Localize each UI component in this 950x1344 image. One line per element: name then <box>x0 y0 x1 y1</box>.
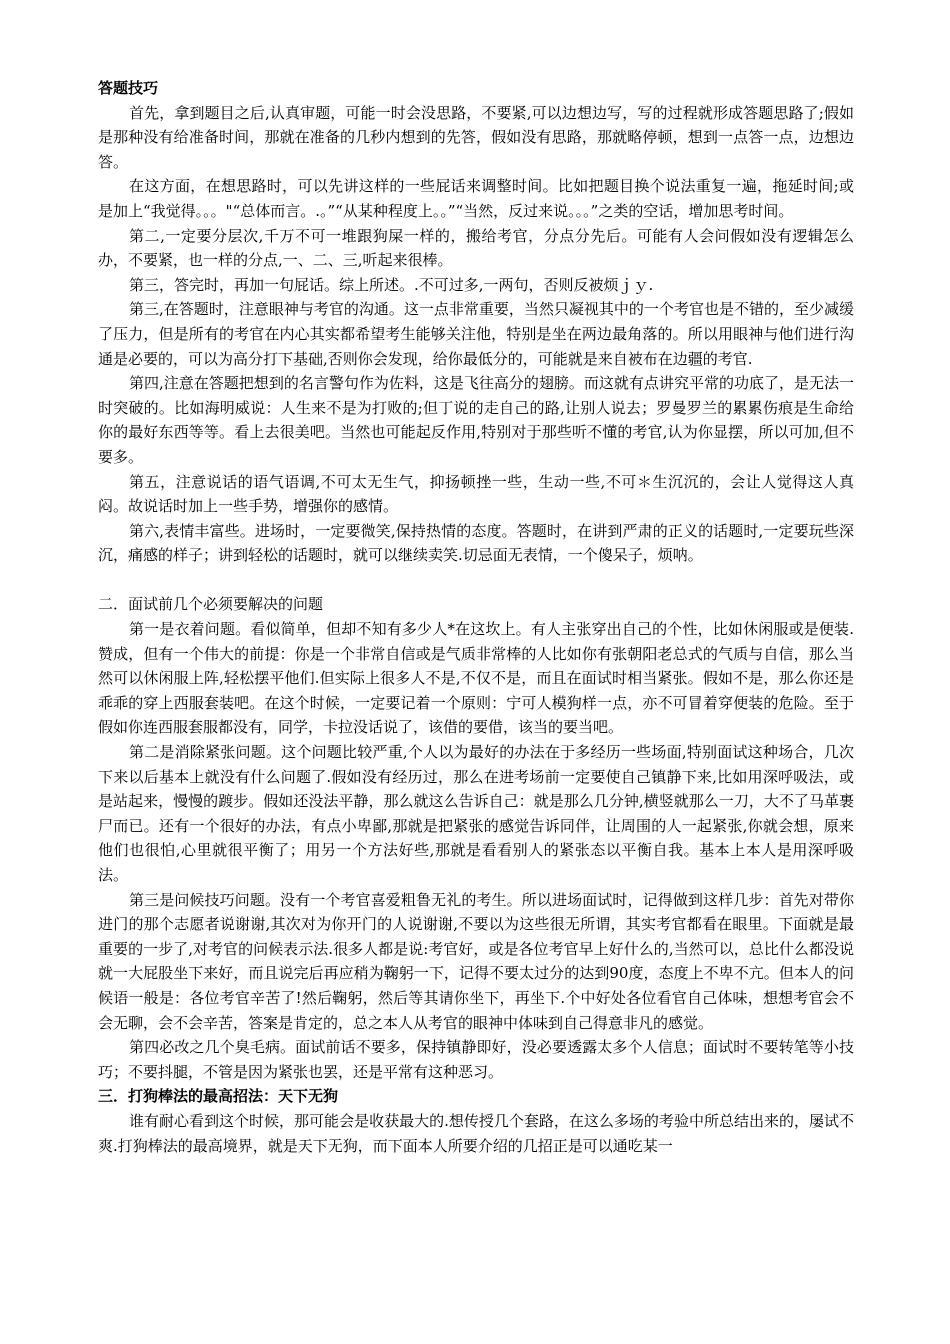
paragraph: 第五，注意说话的语气语调,不可太无生气，抑扬顿挫一些，生动一些,不可＊生沉沉的，会让人觉得这人真闷。故说话时加上一些手势，增强你的感情。 <box>98 472 854 516</box>
paragraph: 首先，拿到题目之后,认真审题，可能一时会没思路，不要紧,可以边想边写，写的过程就形成答题思路了;假如是那种没有给准备时间，那就在准备的几秒内想到的先答，假如没有思路，那就略停顿，想到一点答一点，边想边答。 <box>98 103 854 171</box>
paragraph: 第四,注意在答题把想到的名言警句作为佐料，这是飞往高分的翅膀。而这就有点讲究平常的功底了，是无法一时突破的。比如海明威说：人生来不是为打败的;但丁说的走自己的路,让别人说去；罗曼罗兰的累累伤痕是生命给你的最好东西等等。看上去很美吧。当然也可能起反作用,特别对于那些听不懂的考官,认为你显摆，所以可加,但不要多。 <box>98 374 854 466</box>
paragraph: 第二是消除紧张问题。这个问题比较严重,个人以为最好的办法在于多经历一些场面,特别面试这种场合，几次下来以后基本上就没有什么问题了.假如没有经历过，那么在进考场前一定要使自己镇静下来,比如用深呼吸法，或是站起来，慢慢的踱步。假如还没法平静，那么就这么告诉自己：就是那么几分钟,横竖就那么一刀，大不了马革裹尸而已。还有一个很好的办法，有点小卑鄙,那就是把紧张的感觉告诉同伴，让周围的人一起紧张,你就会想，原来他们也很怕,心里就很平衡了；用另一个方法好些,那就是看看别人的紧张态以平衡自我。基本上本人是用深呼吸法。 <box>98 743 854 884</box>
paragraph: 第二,一定要分层次,千万不可一堆跟狗屎一样的，搬给考官，分点分先后。可能有人会问假如没有逻辑怎么办，不要紧，也一样的分点,一、二、三,听起来很棒。 <box>98 226 854 270</box>
paragraph: 第六,表情丰富些。进场时，一定要微笑,保持热情的态度。答题时，在讲到严肃的正义的话题时,一定要玩些深沉，痛感的样子；讲到轻松的话题时，就可以继续卖笑.切忌面无表情，一个傻呆子，烦呐。 <box>98 521 854 565</box>
paragraph: 第一是衣着问题。看似简单，但却不知有多少人*在这坎上。有人主张穿出自己的个性，比如休闲服或是便装.赞成，但有一个伟大的前提：你是一个非常自信或是气质非常棒的人比如你有张朝阳老总式的气质与自信，那么当然可以休闲服上阵,轻松摆平他们.但实际上很多人不是,不仅不是，而且在面试时相当紧张。假如不是，那么你还是乖乖的穿上西服套装吧。在这个时候，一定要记着一个原则：宁可人模狗样一点，亦不可冒着穿便装的危险。至于假如你连西服套服都没有，同学，卡拉没话说了，该借的要借，该当的要当吧。 <box>98 620 854 737</box>
section-heading-ultimate-technique: 三．打狗棒法的最高招法：天下无狗 <box>98 1087 339 1106</box>
paragraph: 第三,在答题时，注意眼神与考官的沟通。这一点非常重要，当然只凝视其中的一个考官也是不错的，至少减缓了压力，但是所有的考官在内心其实都希望考生能够关注他，特别是坐在两边最角落的。所以用眼神与他们进行沟通是必要的，可以为高分打下基础,否则你会发现，给你最低分的，可能就是来自被布在边疆的考官. <box>98 300 854 368</box>
paragraph: 第四必改之几个臭毛病。面试前话不要多，保持镇静即好，没必要透露太多个人信息；面试时不要转笔等小技巧；不要抖腿，不管是因为紧张也罢，还是平常有这种恶习。 <box>98 1038 854 1081</box>
blank-line <box>98 568 854 593</box>
paragraph: 谁有耐心看到这个时候，那可能会是收获最大的.想传授几个套路，在这么多场的考验中所总结出来的，屡试不爽.打狗棒法的最高境界，就是天下无狗，而下面本人所要介绍的几招正是可以通吃某一 <box>98 1111 854 1155</box>
paragraph: 在这方面，在想思路时，可以先讲这样的一些屁话来调整时间。比如把题目换个说法重复一遍，拖延时间;或是加上“我觉得。。。"“总体而言。.。”“从某种程度上。。”“当然，反过来说。。。”之类的空话，增加思考时间。 <box>98 177 854 220</box>
paragraph: 第三是问候技巧问题。没有一个考官喜爱粗鲁无礼的考生。所以进场面试时，记得做到这样几步：首先对带你进门的那个志愿者说谢谢,其次对为你开门的人说谢谢,不要以为这些很无所谓，其实考官都看在眼里。下面就是最重要的一步了,对考官的问候表示法.很多人都是说:考官好，或是各位考官早上好什么的,当然可以，总比什么都没说就一大屁股坐下来好，而且说完后再应稍为鞠躬一下，记得不要太过分的达到90度，态度上不卑不亢。但本人的问候语一般是：各位考官辛苦了!然后鞠躬，然后等其请你坐下，再坐下.个中好处各位看官自己体味，想想考官会不会无聊，会不会辛苦，答案是肯定的，总之本人从考官的眼神中体味到自己得意非凡的感觉。 <box>98 890 854 1032</box>
document-body <box>98 76 854 1158</box>
section-heading-interview-prep: 二．面试前几个必须要解决的问题 <box>98 595 324 614</box>
section-heading-answer-tips: 答题技巧 <box>98 79 159 97</box>
paragraph: 第三，答完时，再加一句屁话。综上所述。.不可过多,一两句，否则反被烦ｊｙ. <box>129 275 654 294</box>
